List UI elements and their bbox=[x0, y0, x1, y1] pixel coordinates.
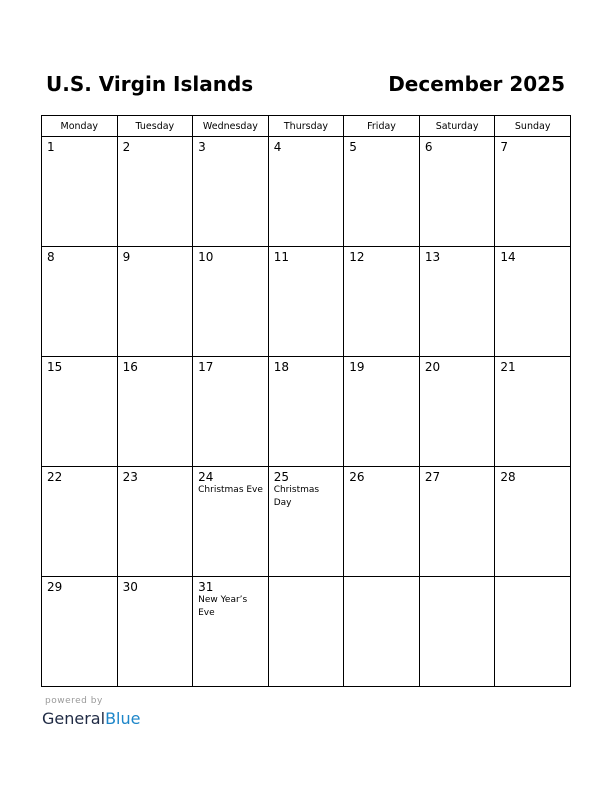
day-cell bbox=[344, 467, 420, 577]
day-number: 28 bbox=[500, 470, 516, 484]
holiday-label: New Year’s Eve bbox=[198, 595, 248, 618]
day-cell bbox=[117, 357, 193, 467]
day-cell bbox=[117, 247, 193, 357]
weekday-header: Wednesday bbox=[193, 116, 269, 137]
week-row bbox=[42, 137, 571, 247]
day-number: 23 bbox=[122, 470, 138, 484]
day-number: 12 bbox=[349, 250, 365, 264]
day-cell bbox=[344, 247, 420, 357]
day-cell bbox=[193, 467, 269, 577]
day-cell bbox=[193, 247, 269, 357]
day-number: 26 bbox=[349, 470, 365, 484]
day-cell bbox=[193, 137, 269, 247]
day-number: 21 bbox=[500, 360, 516, 374]
day-number: 1 bbox=[47, 140, 55, 154]
day-number: 20 bbox=[424, 360, 441, 374]
day-cell bbox=[42, 577, 118, 687]
day-number: 19 bbox=[349, 360, 365, 374]
day-cell bbox=[117, 137, 193, 247]
day-number: 16 bbox=[122, 360, 138, 374]
day-number: 13 bbox=[424, 250, 441, 264]
day-number: 9 bbox=[122, 250, 131, 264]
day-cell bbox=[495, 247, 571, 357]
day-cell bbox=[42, 247, 118, 357]
weekday-header: Saturday bbox=[419, 116, 495, 137]
day-number: 17 bbox=[198, 360, 214, 374]
holiday-label: Christmas Eve bbox=[198, 485, 263, 495]
day-cell-empty bbox=[268, 577, 344, 687]
day-cell bbox=[495, 137, 571, 247]
day-cell-empty bbox=[419, 577, 495, 687]
month-title: December 2025 bbox=[388, 72, 565, 96]
weekday-header: Thursday bbox=[268, 116, 344, 137]
week-row bbox=[42, 247, 571, 357]
day-number: 31 bbox=[198, 580, 214, 594]
day-number: 18 bbox=[273, 360, 289, 374]
day-cell bbox=[42, 467, 118, 577]
day-number: 2 bbox=[122, 140, 131, 154]
logo-text-blue: Blue bbox=[105, 709, 141, 728]
weekday-header: Sunday bbox=[495, 116, 571, 137]
day-number: 14 bbox=[500, 250, 516, 264]
day-cell bbox=[117, 577, 193, 687]
day-cell bbox=[419, 137, 495, 247]
day-number: 7 bbox=[500, 140, 509, 154]
day-cell bbox=[268, 247, 344, 357]
day-cell bbox=[344, 137, 420, 247]
day-number: 15 bbox=[47, 360, 63, 374]
day-cell bbox=[193, 577, 269, 687]
day-number: 4 bbox=[273, 140, 282, 154]
weekday-header-row bbox=[42, 116, 571, 137]
day-number: 24 bbox=[198, 470, 214, 484]
day-number: 30 bbox=[122, 580, 138, 594]
day-number: 10 bbox=[198, 250, 214, 264]
weekday-header: Monday bbox=[42, 116, 118, 137]
day-cell bbox=[268, 467, 344, 577]
day-number: 3 bbox=[198, 140, 206, 154]
day-cell bbox=[193, 357, 269, 467]
day-cell bbox=[495, 357, 571, 467]
weekday-header: Tuesday bbox=[117, 116, 193, 137]
day-cell-empty bbox=[344, 577, 420, 687]
day-number: 25 bbox=[273, 470, 289, 484]
day-cell bbox=[42, 137, 118, 247]
day-cell bbox=[344, 357, 420, 467]
logo-text-general: General bbox=[42, 709, 106, 728]
powered-by-text: powered by bbox=[45, 696, 103, 706]
weekday-header: Friday bbox=[344, 116, 420, 137]
week-row bbox=[42, 577, 571, 687]
day-number: 5 bbox=[349, 140, 357, 154]
day-cell bbox=[268, 357, 344, 467]
holiday-label: Christmas Day bbox=[273, 485, 320, 508]
generalblue-logo[interactable] bbox=[42, 709, 140, 729]
week-row bbox=[42, 357, 571, 467]
day-cell bbox=[419, 247, 495, 357]
day-cell-empty bbox=[495, 577, 571, 687]
day-number: 27 bbox=[424, 470, 441, 484]
day-cell bbox=[419, 357, 495, 467]
day-cell bbox=[495, 467, 571, 577]
day-number: 8 bbox=[47, 250, 55, 264]
day-number: 11 bbox=[273, 250, 289, 264]
week-row bbox=[42, 467, 571, 577]
day-cell bbox=[42, 357, 118, 467]
branding-footer bbox=[42, 696, 140, 729]
day-cell bbox=[268, 137, 344, 247]
day-cell bbox=[419, 467, 495, 577]
calendar-grid bbox=[41, 115, 571, 687]
day-number: 29 bbox=[47, 580, 63, 594]
region-title: U.S. Virgin Islands bbox=[46, 72, 254, 96]
day-number: 6 bbox=[424, 140, 433, 154]
day-cell bbox=[117, 467, 193, 577]
day-number: 22 bbox=[47, 470, 63, 484]
